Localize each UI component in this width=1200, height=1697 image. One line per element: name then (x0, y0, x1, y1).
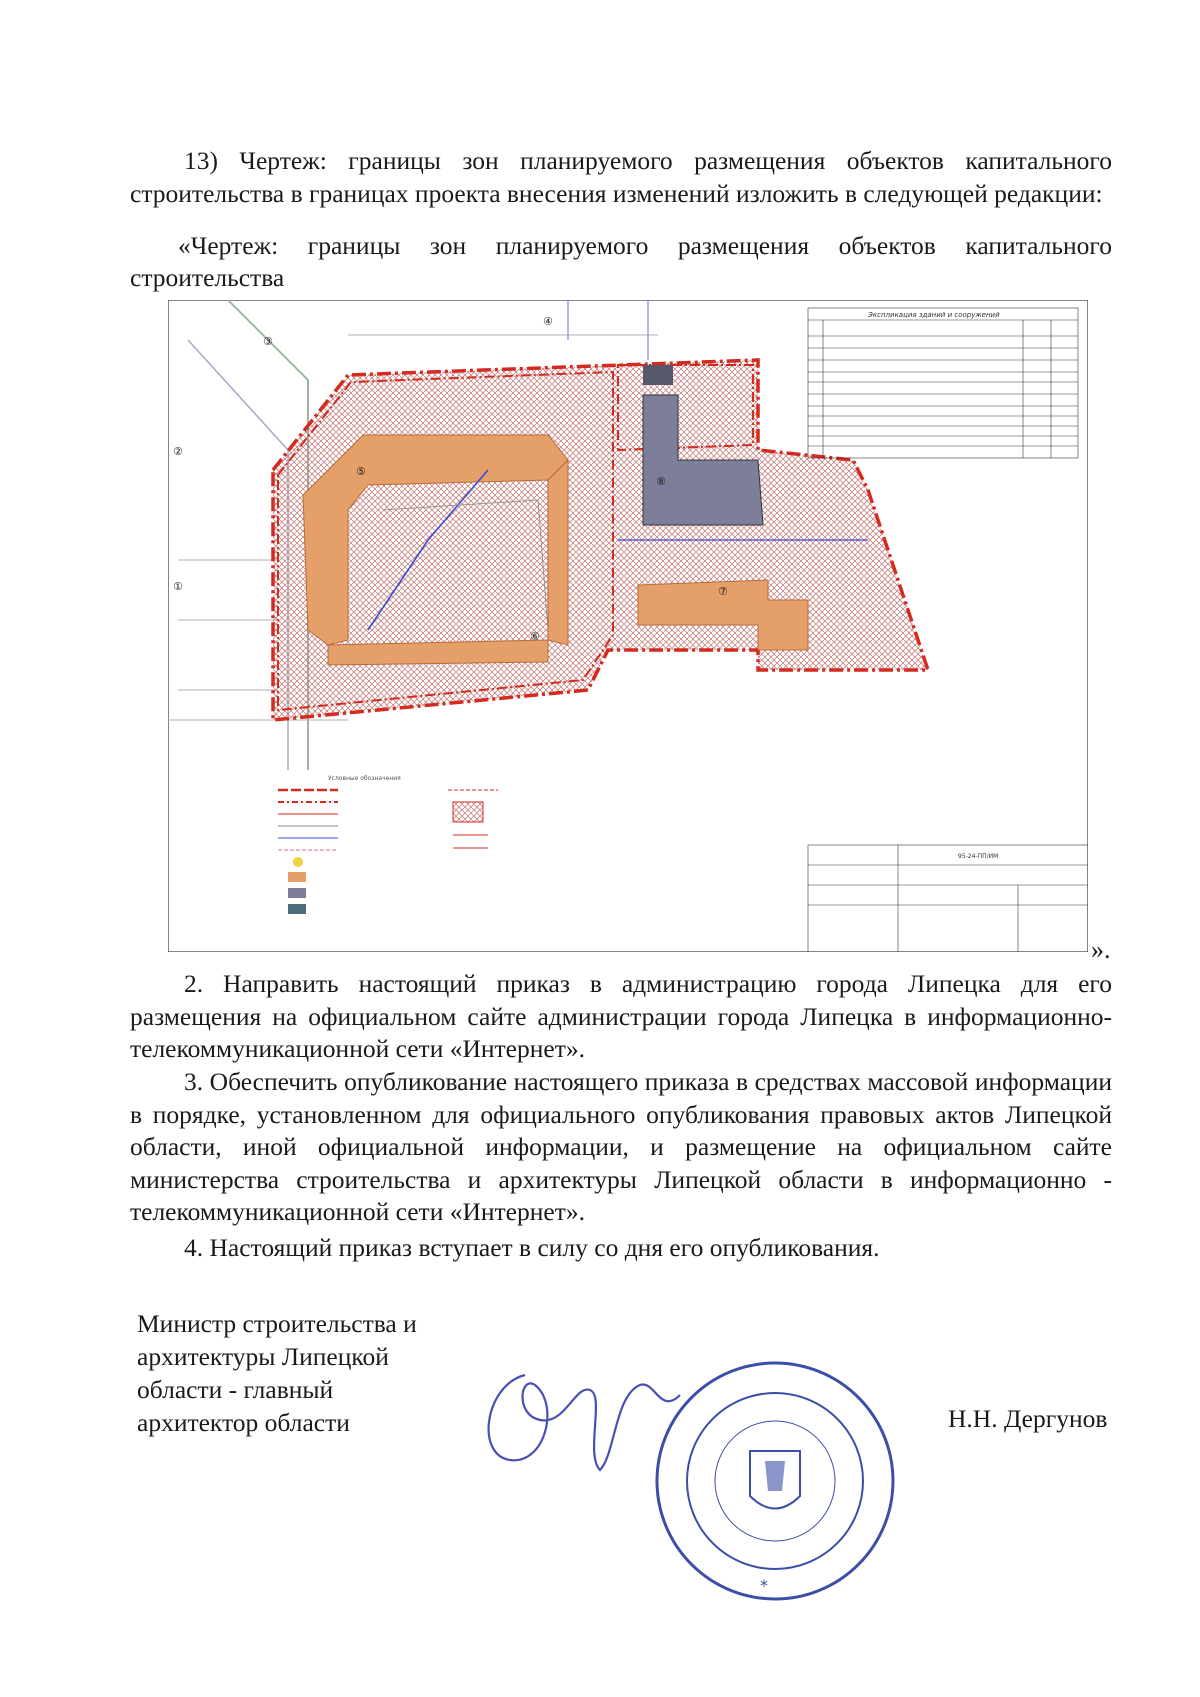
zone-label-3: ③ (263, 335, 273, 348)
zone-label-5: ⑤ (356, 465, 366, 478)
paragraph-13 (130, 145, 1112, 210)
planning-drawing (168, 300, 1088, 952)
zone-label-2: ② (173, 445, 183, 458)
quote-close: ». (1091, 935, 1111, 964)
signatory-name: Н.Н. Дергунов (948, 1404, 1108, 1433)
table-title: Экспликация зданий и сооружений (868, 311, 1000, 319)
zone-label-1: ① (173, 580, 183, 593)
zone-label-6: ⑥ (530, 630, 540, 643)
signatory-position: Министр строительства и архитектуры Липецкой области - главный архитектор области (137, 1309, 417, 1437)
zone-label-4: ④ (543, 315, 553, 328)
quote-line-2: строительства (130, 263, 285, 292)
zone-label-8: ⑧ (656, 475, 666, 488)
paragraph-2: 2. Направить настоящий приказ в администрацию города Липецка для его размещения на официальном сайте администрации города Липецка в информационно-телекоммуникационной сети «Интернет». (130, 969, 1112, 1063)
zone-label-7: ⑦ (718, 585, 728, 598)
quote-line-1: «Чертеж: границы зон планируемого размещения объектов капитального (178, 231, 1112, 260)
paragraph-4: 4. Настоящий приказ вступает в силу со дня его опубликования. (184, 1233, 880, 1262)
paragraph-3: 3. Обеспечить опубликование настоящего приказа в средствах массовой информации в порядке, установленном для официального опубликования правовых актов Липецкой области, иной официальной информации, и размещение на официальном сайте министерства строительства и архитектуры Липецкой области в информационно - телекоммуникационной сети «Интернет». (130, 1067, 1112, 1226)
drawing-code: 95-24-ПП/ИМ (958, 853, 999, 860)
svg-text:Условные обозначения: Условные обозначения (328, 775, 401, 782)
paragraph-13-text: 13) Чертеж: границы зон планируемого размещения объектов капитального строительства в границах проекта внесения изменений изложить в следующей редакции: (130, 146, 1112, 208)
svg-text:*: * (760, 1576, 768, 1595)
official-seal (650, 1356, 900, 1606)
